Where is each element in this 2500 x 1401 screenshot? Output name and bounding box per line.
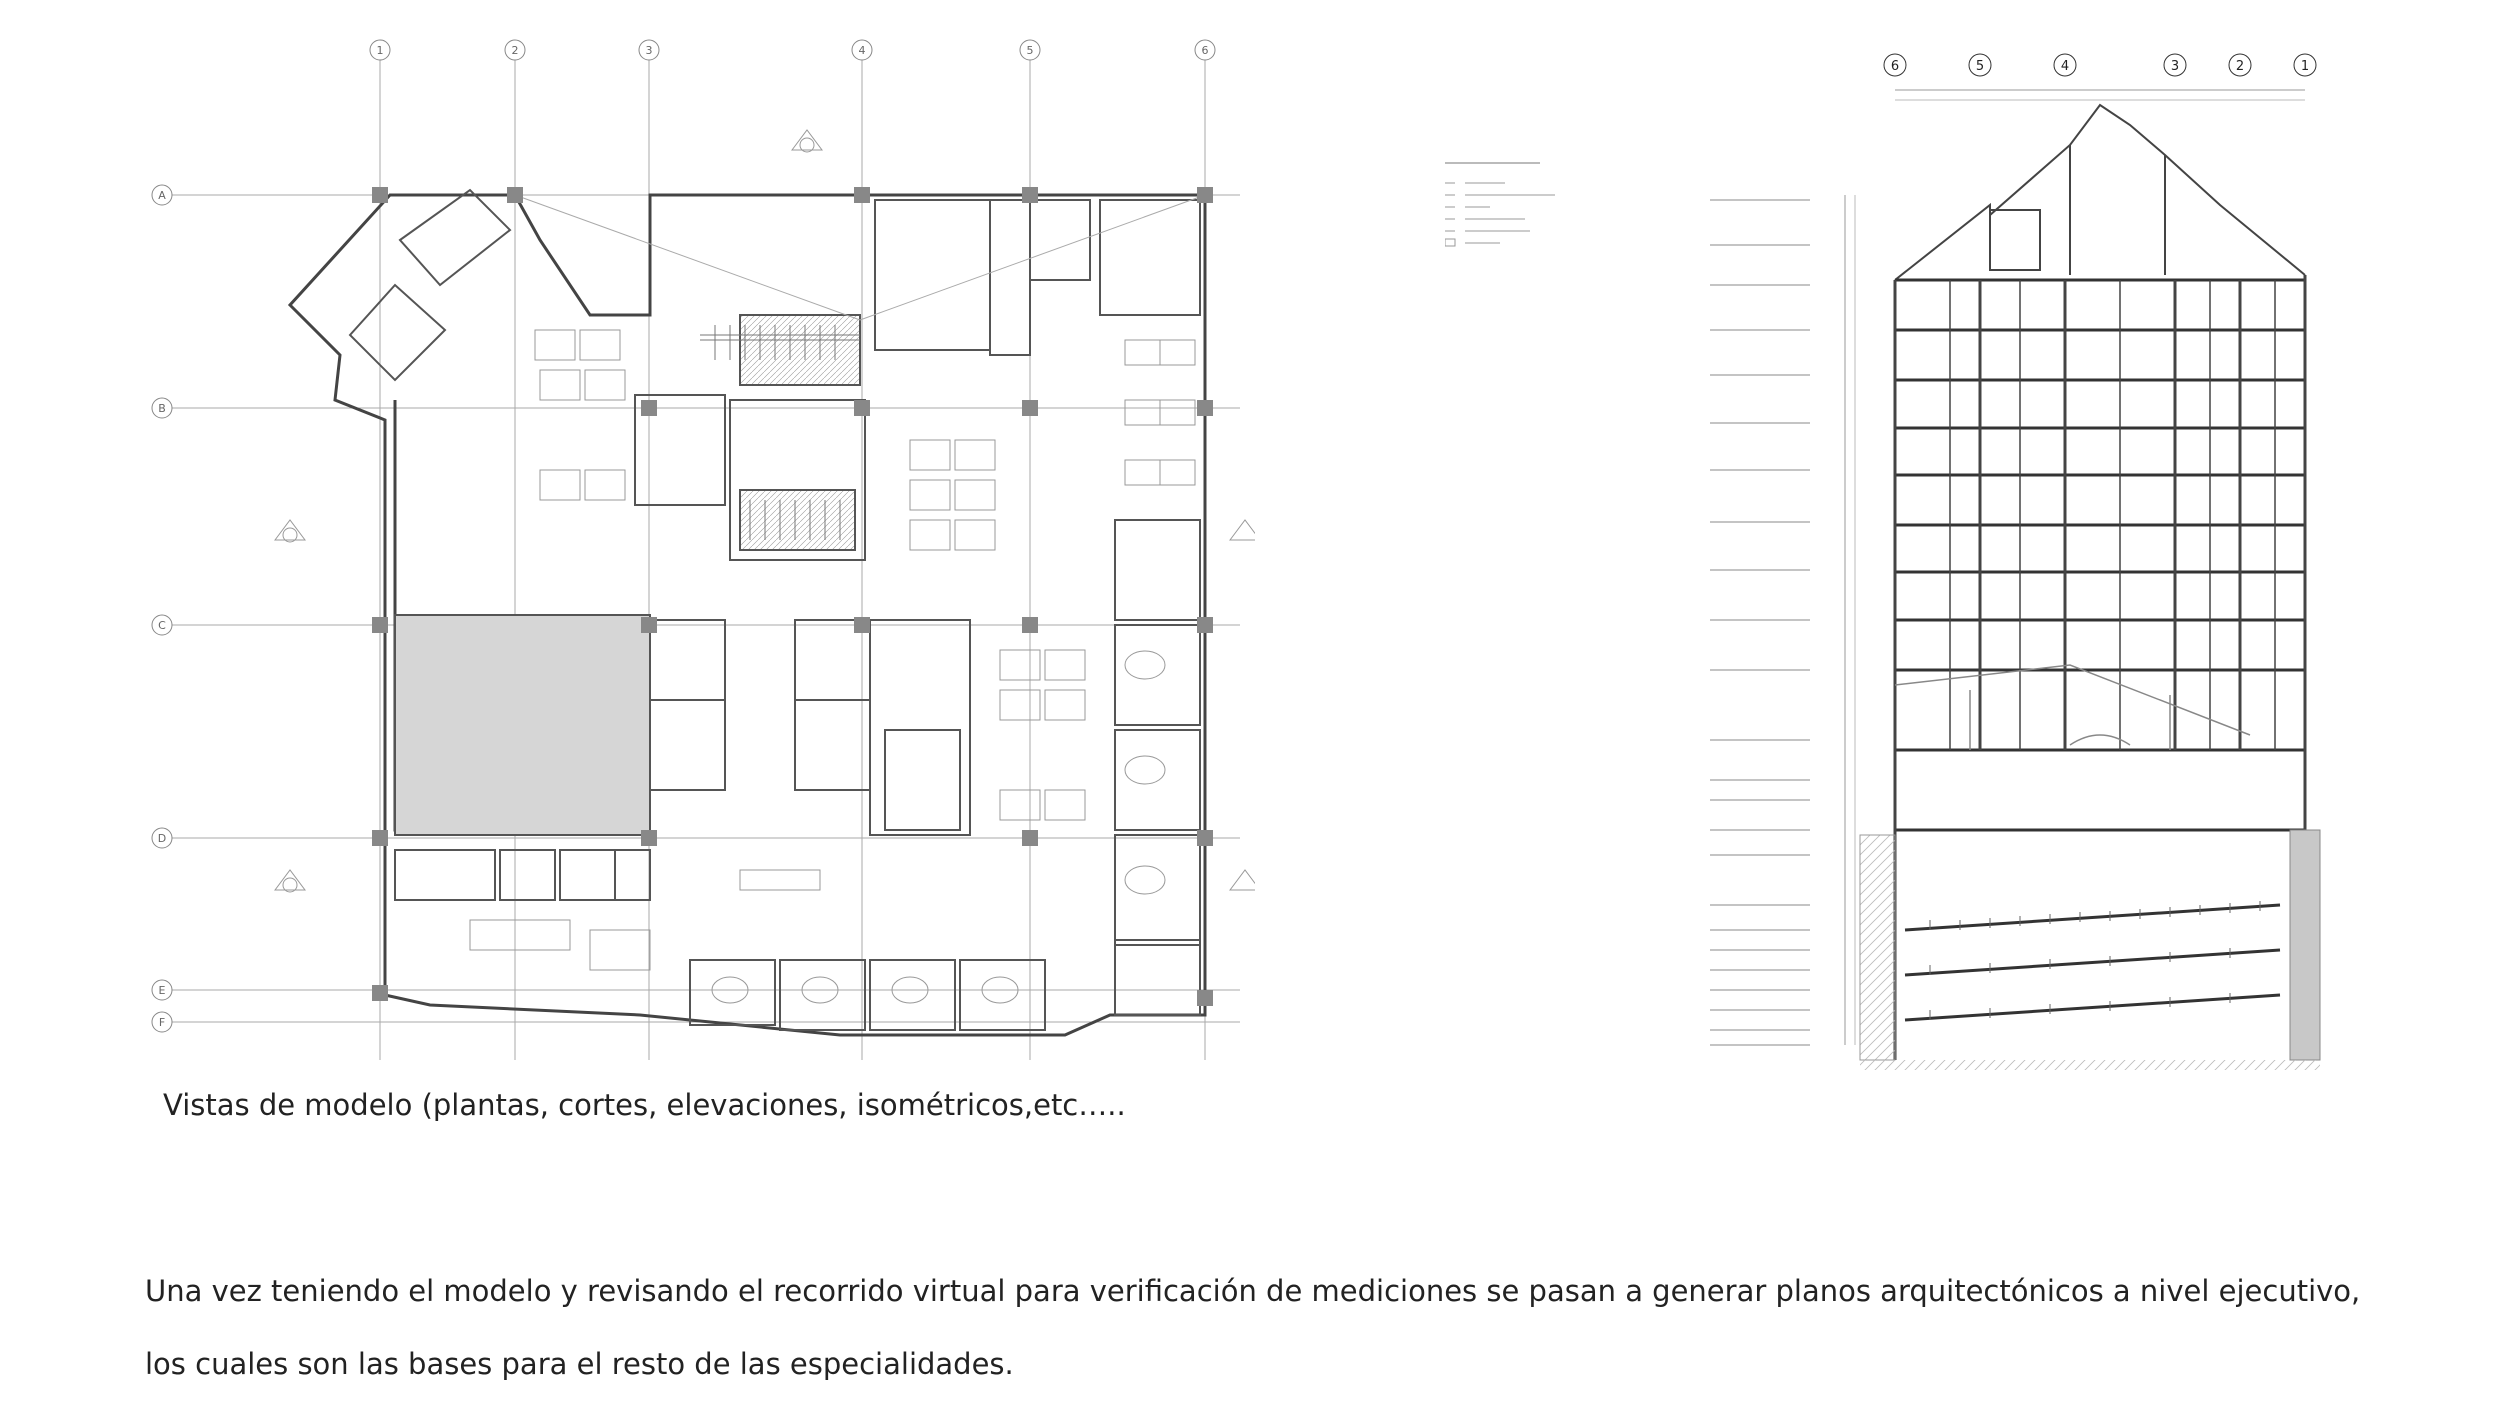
- grid-label-4: 4: [858, 44, 866, 57]
- section-grid-label-1: 1: [2300, 59, 2310, 74]
- section-grid-label-5: 5: [1975, 59, 1985, 74]
- plan-legend: [1445, 155, 1595, 250]
- grid-label-2: 2: [511, 44, 519, 57]
- section-floors: [1895, 280, 2305, 1020]
- floor-plan-drawing: [140, 30, 1255, 1075]
- earth-left: [1860, 835, 1895, 1060]
- grid-label-a: A: [158, 189, 166, 202]
- earth-bottom: [1860, 1060, 2320, 1070]
- atrium-lines: [1895, 665, 2250, 750]
- grid-label-6: 6: [1201, 44, 1209, 57]
- section-columns: [1895, 275, 2305, 1060]
- section-column-bubbles: [1884, 54, 2316, 76]
- structural-columns: [372, 187, 1213, 1006]
- grid-label-1: 1: [376, 44, 384, 57]
- section-roof: [1895, 105, 2305, 280]
- section-grid-label-2: 2: [2235, 59, 2245, 74]
- building-section-drawing: [1690, 45, 2370, 1070]
- earth-right: [2290, 830, 2320, 1060]
- grid-label-5: 5: [1026, 44, 1034, 57]
- plan-walls: [350, 190, 1200, 1030]
- grid-label-b: B: [158, 402, 166, 415]
- grid-label-c: C: [158, 619, 166, 632]
- grid-label-3: 3: [645, 44, 653, 57]
- body-paragraph: Una vez teniendo el modelo y revisando el recorrido virtual para verificación de mediciones se pasan a generar planos arquitectónicos a nivel ejecutivo, los cuales son las bases para el resto de las especialidades.: [145, 1274, 2361, 1381]
- level-markers: [1710, 200, 1810, 1045]
- grid-label-f: F: [158, 1016, 166, 1029]
- grid-label-d: D: [157, 832, 167, 845]
- section-grid-label-4: 4: [2060, 59, 2070, 74]
- section-grid-label-6: 6: [1890, 59, 1900, 74]
- plan-row-bubbles: [152, 185, 172, 1032]
- shaded-hall: [395, 615, 650, 835]
- grid-label-e: E: [158, 984, 166, 997]
- plan-grid-rows: [157, 195, 1240, 1022]
- figure-caption: Vistas de modelo (plantas, cortes, elevaciones, isométricos,etc…..: [163, 1088, 1126, 1122]
- section-grid-label-3: 3: [2170, 59, 2180, 74]
- basement-columns: [1930, 901, 2260, 1020]
- plan-column-bubbles: [370, 40, 1215, 60]
